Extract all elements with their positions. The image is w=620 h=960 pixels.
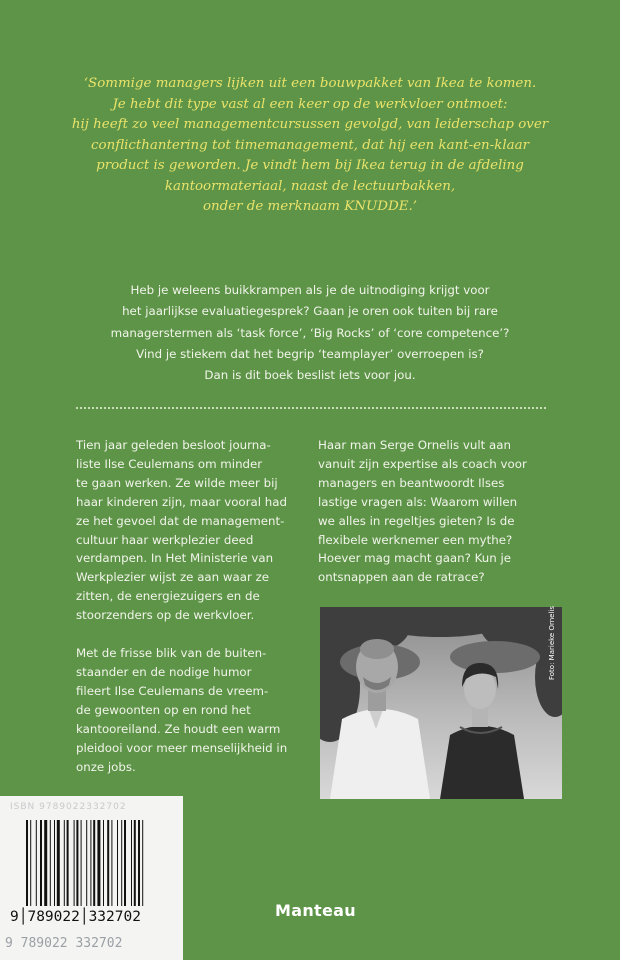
left-column [76,436,308,776]
text-line: liste Ilse Ceulemans om minder [76,456,263,471]
barcode-bar [74,820,75,906]
intro-line: managerstermen als ‘task force’, ‘Big Rocks’ of ‘core competence’? [110,325,510,340]
intro-paragraph [60,280,560,386]
right-column [318,436,550,587]
barcode-bar [134,820,136,906]
quote-line: conflicthantering tot timemanagement, dat hij een kant-en-klaar [91,137,529,153]
text-line: Werkplezier wijst ze aan waar ze [76,570,270,585]
barcode-bar [40,820,42,906]
quote-line: Je hebt dit type vast al een keer op de werkvloer ontmoet: [112,96,508,112]
dotted-divider [76,407,546,409]
text-line: onze jobs. [76,759,136,774]
isbn-label: ISBN 9789022332702 [10,802,127,812]
barcode-bar [93,820,95,906]
barcode-bar [142,820,143,906]
intro-line: Dan is dit boek beslist iets voor jou. [204,368,416,383]
barcode-bar [131,820,132,906]
barcode-bar [44,820,47,906]
barcode-bar [36,820,37,906]
quote-line: kantoormateriaal, naast de lectuurbakken, [164,178,456,194]
text-line: kantooreiland. Ze houdt een warm [76,721,281,736]
barcode-bar [86,820,87,906]
quote-line: product is geworden. Je vindt hem bij Ikea terug in de afdeling [96,158,524,173]
text-line: staander en de nodige humor [76,664,252,679]
barcode-bar [117,820,118,906]
barcode-bar [54,820,55,906]
text-line: Tien jaar geleden besloot journa- [76,438,271,452]
barcode-bar [81,820,82,906]
barcode-bar [76,820,78,906]
author-photo [320,607,562,799]
barcode-bar [64,820,65,906]
barcode-bar [50,820,51,906]
barcode-bar [57,820,60,906]
barcode-bar [26,820,28,906]
quote-line: hij heeft zo veel managementcursussen gevolgd, van leiderschap over [71,117,549,132]
text-line: lastige vragen als: Waarom willen [318,494,518,509]
barcode-bar [97,820,100,906]
left-paragraph-2 [76,644,308,776]
barcode-bar [111,820,112,906]
barcode-sticker [0,796,183,960]
intro-line: Vind je stiekem dat het begrip ‘teamplayer’ overroepen is? [136,346,484,361]
barcode-bars [26,820,176,906]
text-line: we alles in regeltjes gieten? Is de [318,513,515,528]
intro-line: Heb je weleens buikkrampen als je de uitnodiging krijgt voor [130,283,490,297]
text-line: ze het gevoel dat de management- [76,513,285,528]
barcode-number: 9│789022│332702 [10,909,141,925]
publisher-logo: Manteau [275,901,356,920]
text-line: Hoever mag macht gaan? Kun je [318,551,512,566]
text-line: vanuit zijn expertise als coach voor [318,456,527,471]
text-line: te gaan werken. Ze wilde meer bij [76,475,278,490]
text-line: pleidooi voor meer menselijkheid in [76,740,288,755]
text-line: ontsnappen aan de ratrace? [318,570,485,585]
barcode-bar [30,820,31,906]
text-line: fileert Ilse Ceulemans de vreem- [76,683,269,698]
quote-line: ‘Sommige managers lijken uit een bouwpakket van Ikea te komen. [83,76,537,91]
text-line: haar kinderen zijn, maar vooral had [76,494,287,509]
text-line: cultuur haar werkplezier deed [76,532,254,547]
barcode-bar [67,820,69,906]
text-line: flexibele werknemer een mythe? [318,532,513,547]
pull-quote [60,74,560,218]
barcode-faded-number: 9 789022 332702 [5,936,123,951]
text-line: Met de frisse blik van de buiten- [76,646,267,661]
barcode-bar [107,820,109,906]
text-line: zitten, de energiezuigers en de [76,589,260,604]
barcode-bar [124,820,126,906]
text-line: de gewoonten op en rond het [76,702,251,717]
barcode-bar [138,820,140,906]
barcode-bar [121,820,122,906]
left-paragraph-1 [76,436,308,625]
text-line: verdampen. In Het Ministerie van [76,551,274,566]
photo-credit: Foto: Marieke Ornelis [548,605,556,680]
text-line: stoorzenders op de werkvloer. [76,608,255,623]
text-line: managers en beantwoordt Ilses [318,475,505,490]
barcode-bar [90,820,91,906]
barcode-bar [103,820,104,906]
intro-line: het jaarlijkse evaluatiegesprek? Gaan je oren ook tuiten bij rare [122,304,498,319]
quote-line: onder de merknaam KNUDDE.’ [202,199,418,214]
text-line: Haar man Serge Ornelis vult aan [318,438,511,452]
